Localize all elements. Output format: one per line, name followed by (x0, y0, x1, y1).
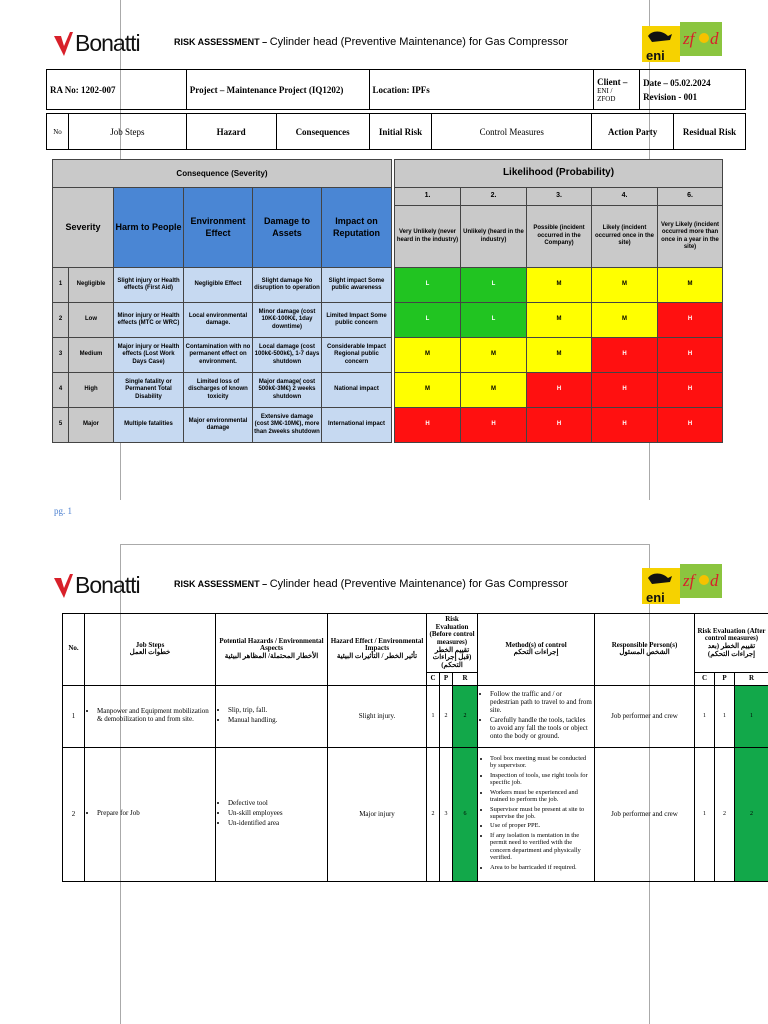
risk-cell: H (592, 338, 658, 373)
severity-num: 4 (53, 373, 69, 408)
row-methods: • Follow the traffic and / or pedestrian path to travel to and from site. • Carefully handle the tools, tackles to avoid any fall the tools or object onto the body or ground. (478, 685, 595, 747)
risk-cell: L (461, 303, 527, 338)
row-effect: Slight injury. (328, 685, 427, 747)
page-number: pg. 1 (54, 506, 72, 516)
date-revision: Date – 05.02.2024 Revision - 001 (640, 70, 746, 110)
col-hazard: Hazard (186, 114, 276, 150)
svg-text:eni: eni (646, 48, 665, 63)
col-c: C (427, 672, 440, 685)
col-no: No. (63, 614, 85, 686)
col-consequences: Consequences (276, 114, 369, 150)
reputation-impact: Considerable Impact Regional public concern (322, 338, 392, 373)
location: Location: IPFs (369, 70, 594, 110)
risk-assessment-table (62, 613, 768, 882)
row-before-r: 2 (453, 685, 478, 747)
people-impact: Multiple fatalities (114, 408, 184, 443)
people-impact: Minor injury or Health effects (MTC or WRC) (114, 303, 184, 338)
risk-cell: H (658, 303, 723, 338)
ra-number: RA No: 1202-007 (47, 70, 187, 110)
col-c: C (695, 672, 715, 685)
likelihood-number: 1. (395, 188, 461, 206)
row-after-r: 1 (735, 685, 768, 747)
eni-zfod-logo (642, 22, 724, 64)
likelihood-desc: Likely (incident occurred once in the site) (592, 206, 658, 268)
client-cell: Client – ENI / ZFOD (594, 70, 640, 110)
impact-header-assets: Damage to Assets (253, 188, 322, 268)
asset-impact: Slight damage No disruption to operation (253, 268, 322, 303)
row-before-p: 3 (440, 747, 453, 881)
risk-cell: M (592, 303, 658, 338)
col-initial-risk: Initial Risk (369, 114, 432, 150)
impact-header-environment: Environment Effect (184, 188, 253, 268)
svg-text:eni: eni (646, 590, 665, 605)
col-no: No (47, 114, 69, 150)
row-responsible: Job performer and crew (595, 747, 695, 881)
col-responsible: Responsible Person(s) الشخص المسئول (595, 614, 695, 686)
risk-cell: H (592, 373, 658, 408)
row-before-c: 1 (427, 685, 440, 747)
col-job-steps: Job Steps (68, 114, 186, 150)
impact-header-reputation: Impact on Reputation (322, 188, 392, 268)
severity-num: 2 (53, 303, 69, 338)
row-after-c: 1 (695, 685, 715, 747)
svg-text:zf: zf (683, 571, 695, 590)
svg-text:zf: zf (683, 29, 695, 48)
row-no: 2 (63, 747, 85, 881)
env-impact: Limited loss of discharges of known toxicity (184, 373, 253, 408)
bonatti-mark-icon (52, 574, 74, 598)
risk-cell: L (395, 303, 461, 338)
risk-cell: M (658, 268, 723, 303)
likelihood-desc: Unlikely (heard in the industry) (461, 206, 527, 268)
risk-cell: M (592, 268, 658, 303)
col-p: P (440, 672, 453, 685)
severity-label: Severity (53, 188, 114, 268)
reputation-impact: Slight impact Some public awareness (322, 268, 392, 303)
severity-level: Negligible (69, 268, 114, 303)
people-impact: Single fatality or Permanent Total Disability (114, 373, 184, 408)
likelihood-desc: Very Likely (incident occurred more than once in a year in the site) (658, 206, 723, 268)
likelihood-number: 3. (527, 188, 592, 206)
svg-text:d: d (710, 29, 719, 48)
col-risk-before: Risk Evaluation (Before control measures) تقييم الخطر (قبل إجراءات التحكم) (427, 614, 478, 673)
col-p: P (715, 672, 735, 685)
risk-cell: M (527, 303, 592, 338)
row-after-p: 2 (715, 747, 735, 881)
col-risk-after: Risk Evaluation (After control measures) تقييم الخطر (بعد إجراءات التحكم) (695, 614, 768, 673)
risk-cell: H (592, 408, 658, 443)
row-before-p: 2 (440, 685, 453, 747)
row-steps: • Manpower and Equipment mobilization & demobilization to and from site. (85, 685, 216, 747)
svg-text:d: d (710, 571, 719, 590)
col-job-steps: Job Steps خطوات العمل (85, 614, 216, 686)
project-name: Project – Maintenance Project (IQ1202) (186, 70, 369, 110)
table-row (63, 747, 768, 881)
col-r: R (453, 672, 478, 685)
reputation-impact: Limited Impact Some public concern (322, 303, 392, 338)
row-before-r: 6 (453, 747, 478, 881)
env-impact: Local environmental damage. (184, 303, 253, 338)
col-residual-risk: Residual Risk (674, 114, 746, 150)
likelihood-desc: Very Unlikely (never heard in the industry) (395, 206, 461, 268)
severity-level: Medium (69, 338, 114, 373)
env-impact: Negligible Effect (184, 268, 253, 303)
table-row (63, 685, 768, 747)
severity-level: Low (69, 303, 114, 338)
likelihood-number: 6. (658, 188, 723, 206)
likelihood-number: 2. (461, 188, 527, 206)
reputation-impact: International impact (322, 408, 392, 443)
col-action-party: Action Party (592, 114, 674, 150)
risk-cell: M (395, 338, 461, 373)
env-impact: Major environmental damage (184, 408, 253, 443)
col-methods: Method(s) of control إجراءات التحكم (478, 614, 595, 686)
bonatti-logo: Bonatti (52, 572, 140, 599)
risk-cell: M (527, 338, 592, 373)
col-hazard-effect: Hazard Effect / Environmental Impacts تأثير الخطر / التأثيرات البيئية (328, 614, 427, 686)
risk-matrix (52, 159, 723, 443)
row-responsible: Job performer and crew (595, 685, 695, 747)
risk-cell: M (461, 338, 527, 373)
people-impact: Slight injury or Health effects (First Aid) (114, 268, 184, 303)
row-after-c: 1 (695, 747, 715, 881)
row-effect: Major injury (328, 747, 427, 881)
risk-cell: M (461, 373, 527, 408)
column-header-row (46, 113, 746, 150)
page-title: RISK ASSESSMENT – Cylinder head (Preventive Maintenance) for Gas Compressor (174, 578, 569, 590)
eni-zfod-logo (642, 564, 724, 606)
risk-cell: M (395, 373, 461, 408)
col-control-measures: Control Measures (432, 114, 592, 150)
risk-cell: H (658, 338, 723, 373)
row-hazards: • Defective tool • Un-skill employees • Un-identified area (216, 747, 328, 881)
risk-cell: L (461, 268, 527, 303)
row-hazards: • Slip, trip, fall. • Manual handling. (216, 685, 328, 747)
risk-cell: L (395, 268, 461, 303)
env-impact: Contamination with no permanent effect on environment. (184, 338, 253, 373)
asset-impact: Local damage (cost 100k€-500k€), 1-7 days shutdown (253, 338, 322, 373)
severity-level: High (69, 373, 114, 408)
row-after-p: 1 (715, 685, 735, 747)
row-after-r: 2 (735, 747, 768, 881)
risk-cell: H (658, 408, 723, 443)
page-title: RISK ASSESSMENT – Cylinder head (Preventive Maintenance) for Gas Compressor (174, 36, 569, 48)
impact-header-people: Harm to People (114, 188, 184, 268)
risk-cell: H (527, 408, 592, 443)
likelihood-desc: Possible (incident occurred in the Company) (527, 206, 592, 268)
ra-info-table (46, 69, 746, 110)
bonatti-logo: Bonatti (52, 30, 140, 57)
bonatti-mark-icon (52, 32, 74, 56)
people-impact: Major injury or Health effects (Lost Work Days Case) (114, 338, 184, 373)
reputation-impact: National impact (322, 373, 392, 408)
risk-cell: H (658, 373, 723, 408)
risk-cell: H (461, 408, 527, 443)
row-no: 1 (63, 685, 85, 747)
consequence-title: Consequence (Severity) (53, 160, 392, 188)
col-r: R (735, 672, 768, 685)
risk-cell: H (527, 373, 592, 408)
severity-num: 5 (53, 408, 69, 443)
row-methods: • Tool box meeting must be conducted by supervisor. • Inspection of tools, use right tools for specific job. • Workers must be experienced and trained to perform the job. • Supervisor must be present at site to supervise the job. • Use of proper PPE. • If any isolation is mentation in the permit need to verified with the concern department and physically verified. • Area to be barricaded if required. (478, 747, 595, 881)
row-before-c: 2 (427, 747, 440, 881)
severity-num: 3 (53, 338, 69, 373)
asset-impact: Minor damage (cost 10K€-100K€, 1day downtime) (253, 303, 322, 338)
likelihood-number: 4. (592, 188, 658, 206)
likelihood-title: Likelihood (Probability) (395, 160, 723, 188)
asset-impact: Major damage( cost 500k€-3M€) 2 weeks shutdown (253, 373, 322, 408)
col-hazards: Potential Hazards / Environmental Aspects الأخطار المحتملة/ المظاهر البيئية (216, 614, 328, 686)
severity-num: 1 (53, 268, 69, 303)
asset-impact: Extensive damage (cost 3M€-10M€), more than 2weeks shutdown (253, 408, 322, 443)
row-steps: • Prepare for Job (85, 747, 216, 881)
risk-cell: M (527, 268, 592, 303)
risk-cell: H (395, 408, 461, 443)
severity-level: Major (69, 408, 114, 443)
